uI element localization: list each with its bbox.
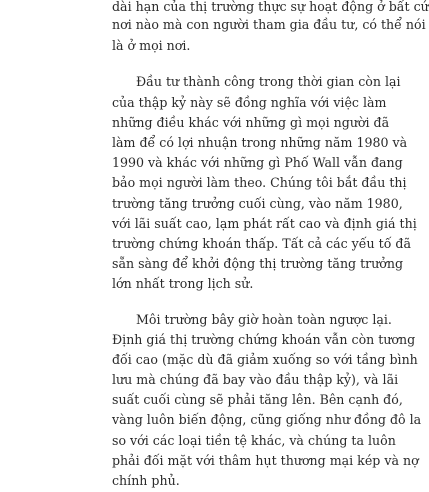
- text-line: [0, 273, 400, 295]
- line-text: phải đối mặt với thâm hụt thương mại kép và nợ: [112, 453, 419, 468]
- line-text: những điều khác với những gì mọi người đã: [112, 115, 390, 130]
- line-text: trường tăng trưởng cuối cùng, vào năm 1980,: [112, 196, 403, 211]
- line-text: là ở mọi nơi.: [112, 38, 191, 53]
- line-text: vàng luôn biến động, cũng giống như đồng đô la: [112, 412, 422, 427]
- line-text: với lãi suất cao, lạm phát rất cao và định giá thị: [112, 216, 417, 231]
- line-text: bảo mọi người làm theo. Chúng tôi bắt đầu thị: [112, 175, 407, 190]
- text-line: [0, 369, 400, 391]
- text-line: [0, 329, 416, 351]
- line-text: trường chứng khoán thấp. Tất cả các yếu tố đã: [112, 236, 411, 251]
- text-line: [0, 172, 407, 194]
- text-line: [0, 349, 418, 371]
- text-line: [0, 213, 417, 235]
- text-line: [0, 430, 400, 452]
- line-text: lớn nhất trong lịch sử.: [112, 276, 254, 291]
- line-text: Định giá thị trường chứng khoán vẫn còn tương: [112, 332, 416, 347]
- line-text: của thập kỷ này sẽ đồng nghĩa với việc làm: [112, 95, 387, 110]
- text-line: [0, 233, 411, 255]
- text-line: [0, 152, 403, 174]
- line-text: làm để có lợi nhuận trong những năm 1980 và: [112, 135, 408, 150]
- line-text: nơi nào mà con người tham gia đầu tư, có thể nói: [112, 17, 426, 32]
- line-text: Đầu tư thành công trong thời gian còn lại: [136, 74, 401, 89]
- line-text: so với các loại tiền tệ khác, và chúng ta luôn: [112, 433, 396, 448]
- text-line: [0, 35, 400, 57]
- text-line: [0, 14, 426, 36]
- text-line: [0, 389, 403, 411]
- line-text: chính phủ.: [112, 473, 180, 488]
- line-text: 1990 và khác với những gì Phố Wall vẫn đang: [112, 155, 403, 170]
- line-text: sẵn sàng để khởi động thị trường tăng trưởng: [112, 256, 404, 271]
- text-line: [0, 132, 408, 154]
- line-text: Môi trường bây giờ hoàn toàn ngược lại.: [136, 312, 392, 327]
- text-line: [0, 253, 404, 275]
- line-text: lưu mà chúng đã bay vào đầu thập kỷ), và lãi: [112, 372, 399, 387]
- text-line: [0, 71, 400, 93]
- text-line: [0, 309, 400, 331]
- text-line: [0, 409, 422, 431]
- line-text: suất cuối cùng sẽ phải tăng lên. Bên cạnh đó,: [112, 392, 403, 407]
- text-line: [0, 112, 400, 134]
- line-text: đối cao (mặc dù đã giảm xuống so với tầng bình: [112, 352, 418, 367]
- text-line: [0, 193, 403, 215]
- line-text: dài hạn của thị trường thực sự hoạt động ở bất cứ: [112, 0, 429, 14]
- text-line: [0, 450, 419, 472]
- text-line: [0, 92, 400, 114]
- text-line: [0, 470, 400, 492]
